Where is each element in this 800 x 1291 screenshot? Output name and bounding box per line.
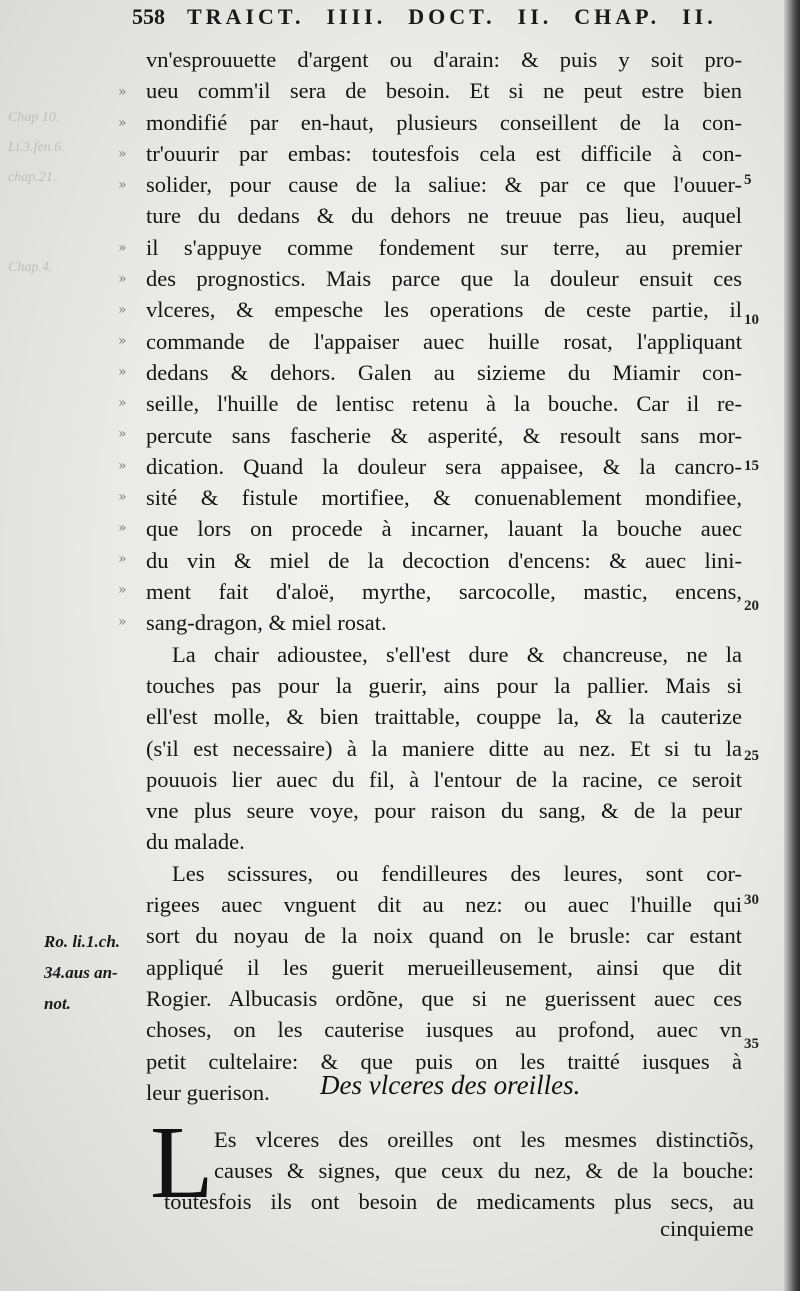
text-line: du vin & miel de la decoction d'encens: & auec lini- [146, 547, 742, 573]
header-word: II. [682, 4, 717, 29]
citation-mark: » [118, 489, 127, 505]
citation-mark: » [118, 115, 127, 131]
section-heading: Des vlceres des oreilles. [320, 1070, 581, 1100]
margin-citation: Ro. li.1.ch. [44, 932, 121, 951]
line-number: 35 [744, 1036, 759, 1052]
text-line: ell'est molle, & bien traittable, couppe la, & la cauterize [146, 704, 742, 730]
text-line: vne plus seure voye, pour raison du sang, & de la peur [146, 798, 742, 824]
text-line: mondifié par en-haut, plusieurs conseillent de la con- [146, 109, 742, 135]
header-word: CHAP. [574, 4, 661, 29]
text-line: ment fait d'aloë, myrthe, sarcocolle, mastic, encens, [146, 579, 742, 605]
citation-mark: » [118, 240, 127, 256]
text-line: La chair adioustee, s'ell'est dure & chancreuse, ne la [172, 641, 742, 667]
header-word: DOCT. [408, 4, 496, 29]
citation-mark: » [118, 333, 127, 349]
text-line: leur guerison. [146, 1079, 270, 1105]
citation-mark: » [118, 458, 127, 474]
header-word: TRAICT. [187, 4, 305, 29]
ghost-margin-note: chap.21. [8, 170, 57, 185]
catchword: cinquieme [660, 1216, 754, 1241]
header-word: IIII. [326, 4, 387, 29]
line-number: 20 [744, 598, 759, 614]
text-line: touches pas pour la guerir, ains pour la pallier. Mais si [146, 672, 742, 698]
final-paragraph [164, 1124, 754, 1217]
text-line: toutesfois ils ont besoin de medicaments plus secs, au [164, 1189, 754, 1214]
text-line: sang-dragon, & miel rosat. [146, 610, 387, 636]
citation-mark: » [118, 364, 127, 380]
main-text-block [146, 44, 742, 1108]
line-number: 5 [744, 172, 752, 188]
text-line: petit cultelaire: & que puis on les traitté iusques à [146, 1048, 742, 1074]
text-line: il s'appuye comme fondement sur terre, au premier [146, 234, 742, 260]
citation-mark: » [118, 302, 127, 318]
text-line: choses, on les cauterise iusques au profond, auec vn [146, 1017, 742, 1043]
text-line: que lors on procede à incarner, lauant la bouche auec [146, 516, 742, 542]
text-line: ueu comm'il sera de besoin. Et si ne peut estre bien [146, 78, 742, 104]
citation-mark: » [118, 84, 127, 100]
line-number: 25 [744, 748, 759, 764]
margin-citation: not. [44, 994, 71, 1013]
text-line: rigees auec vnguent dit au nez: ou auec l'huille qui [146, 892, 742, 918]
text-line: ture du dedans & du dehors ne treuue pas lieu, auquel [146, 203, 742, 229]
citation-mark: » [118, 271, 127, 287]
text-line: solider, pour cause de la saliue: & par ce que l'ouuer- [146, 172, 742, 198]
citation-mark: » [118, 395, 127, 411]
citation-mark: » [118, 614, 127, 630]
text-line: causes & signes, que ceux du nez, & de la bouche: [214, 1158, 754, 1183]
drop-cap: L [150, 1105, 214, 1220]
text-line: vn'esprouuette d'argent ou d'arain: & puis y soit pro- [146, 47, 742, 72]
book-spine-shadow [784, 0, 800, 1291]
citation-mark: » [118, 426, 127, 442]
text-line: percute sans fascherie & asperité, & resoult sans mor- [146, 422, 742, 448]
header-word: II. [517, 4, 553, 29]
text-line: sort du noyau de la noix quand on le brusle: car estant [146, 923, 742, 949]
citation-mark: » [118, 177, 127, 193]
text-line: dedans & dehors. Galen au sizieme du Miamir con- [146, 359, 742, 385]
text-line: du malade. [146, 829, 245, 855]
ghost-margin-note: Chap.4. [8, 260, 53, 275]
citation-mark: » [118, 551, 127, 567]
citation-mark: » [118, 520, 127, 536]
citation-mark: » [118, 146, 127, 162]
text-line: Es vlceres des oreilles ont les mesmes distinctiõs, [214, 1127, 754, 1152]
text-line: Rogier. Albucasis ordõne, que si ne guerissent auec ces [146, 985, 742, 1011]
text-line: des prognostics. Mais parce que la douleur ensuit ces [146, 266, 742, 292]
text-line: vlceres, & empesche les operations de ceste partie, il [146, 297, 742, 323]
line-number: 30 [744, 892, 759, 908]
text-line: Les scissures, ou fendilleures des leures, sont cor- [172, 860, 742, 886]
text-line: tr'ouurir par embas: toutesfois cela est difficile à con- [146, 140, 742, 166]
line-number: 15 [744, 458, 759, 474]
text-line: appliqué il les guerit merueilleusement, ainsi que dit [146, 954, 742, 980]
text-line: pouuois lier auec du fil, à l'entour de la racine, ce seroit [146, 766, 742, 792]
text-line: dication. Quand la douleur sera appaisee, & la cancro- [146, 453, 742, 479]
text-line: seille, l'huille de lentisc retenu à la bouche. Car il re- [146, 391, 742, 417]
page-number: 558 [132, 4, 165, 29]
line-number: 10 [744, 312, 759, 328]
ghost-margin-note: Li.3.fen.6. [8, 140, 65, 155]
running-header [132, 4, 772, 30]
margin-citation: 34.aus an- [44, 963, 118, 982]
ghost-margin-note: Chap 10. [8, 110, 60, 125]
text-line: (s'il est necessaire) à la maniere ditte au nez. Et si tu la [146, 735, 742, 761]
text-line: commande de l'appaiser auec huille rosat, l'appliquant [146, 328, 742, 354]
citation-mark: » [118, 582, 127, 598]
text-line: sité & fistule mortifiee, & conuenablement mondifiee, [146, 485, 742, 511]
